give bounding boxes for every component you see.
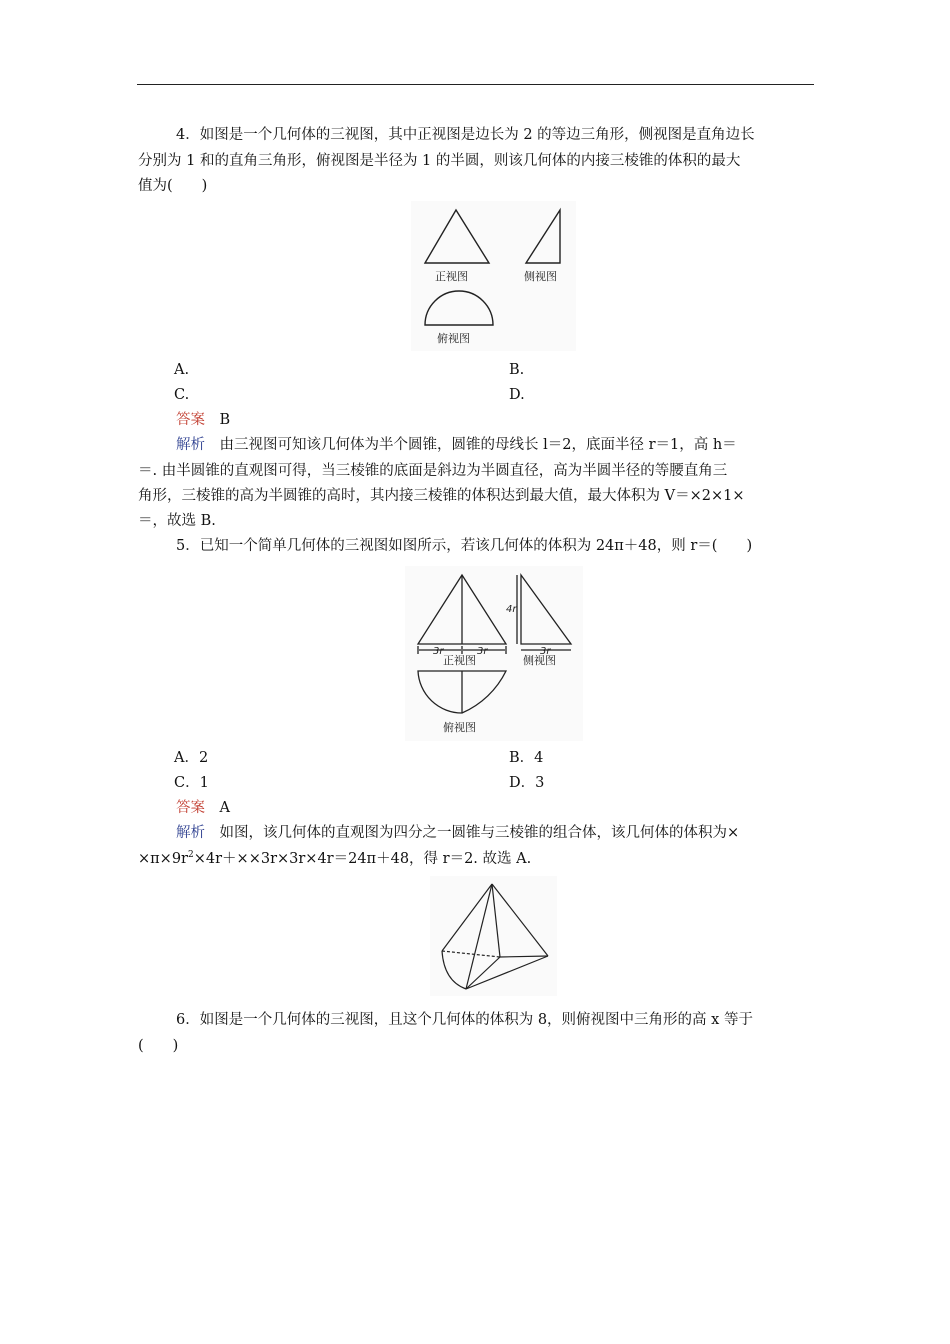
q5-three-view-figure	[405, 566, 583, 741]
q5-solid-edge-axis	[492, 884, 500, 957]
q4-solution-text-1: 由三视图可知该几何体为半个圆锥，圆锥的母线长 l＝2，底面半径 r＝1，高 h＝	[219, 437, 737, 453]
q5-dim-3r-right: 3r	[477, 646, 488, 657]
q5-solid-edge-left	[442, 884, 492, 951]
q5-side-view-triangle	[521, 575, 571, 644]
q6-text-line-2: ( )	[138, 1038, 179, 1054]
q5-solution-text-2b: ×4r＋××3r×3r×4r＝24π＋48，得 r＝2. 故选 A.	[193, 851, 532, 867]
q5-dim-3r-side: 3r	[540, 646, 551, 657]
q5-option-d: D．3	[509, 775, 545, 791]
q4-solution-line-4: ＝，故选 B.	[138, 513, 216, 529]
q5-answer-value: A	[219, 800, 230, 816]
q5-option-a: A．2	[174, 750, 209, 766]
q4-option-c: C.	[174, 387, 190, 403]
q4-top-view-semicircle	[425, 291, 493, 325]
q4-option-b: B.	[509, 362, 525, 378]
q5-dim-3r-left: 3r	[433, 646, 444, 657]
q4-solution-label: 解析	[176, 437, 205, 453]
q5-answer	[176, 798, 230, 818]
q4-text-line-2: 分别为 1 和的直角三角形，俯视图是半径为 1 的半圆，则该几何体的内接三棱锥的体积的最大	[138, 153, 741, 169]
q5-text-line-1: 5．已知一个简单几何体的三视图如图所示，若该几何体的体积为 24π＋48，则 r＝( )	[176, 538, 753, 554]
q4-solution-line-3: 角形，三棱锥的高为半圆锥的高时，其内接三棱锥的体积达到最大值，最大体积为 V＝×2×1×	[138, 488, 745, 504]
q4-answer-value: B	[219, 412, 231, 428]
q4-side-view-triangle	[526, 210, 560, 263]
q4-answer-label: 答案	[176, 412, 205, 428]
q5-option-b: B．4	[509, 750, 544, 766]
q4-text-line-3: 值为( )	[138, 178, 208, 194]
q5-solution-line-2	[138, 849, 531, 869]
q5-dim-4r: 4r	[506, 604, 517, 615]
q5-solid-base-edge-back	[500, 956, 548, 957]
q5-answer-label: 答案	[176, 800, 205, 816]
q5-option-c: C．1	[174, 775, 209, 791]
q4-three-view-figure	[411, 201, 576, 351]
q5-solution-line-1	[176, 823, 739, 843]
q5-front-view-label: 正视图	[443, 654, 476, 667]
q5-top-view-label: 俯视图	[443, 721, 476, 734]
q4-top-view-label: 俯视图	[437, 332, 470, 345]
q6-text-line-1: 6．如图是一个几何体的三视图，且这个几何体的体积为 8，则俯视图中三角形的高 x 等于	[176, 1012, 753, 1028]
q5-solution-text-1: 如图，该几何体的直观图为四分之一圆锥与三棱锥的组合体，该几何体的体积为×	[219, 825, 740, 841]
q5-solid-hidden-edge	[442, 951, 500, 957]
q4-text-line-1: 4．如图是一个几何体的三视图，其中正视图是边长为 2 的等边三角形，侧视图是直角边长	[176, 127, 755, 143]
q4-front-view-label: 正视图	[435, 270, 468, 283]
q5-solid-figure	[430, 876, 557, 996]
q5-solution-text-2a: ×π×9r	[138, 851, 188, 867]
q5-solid-edge-right	[492, 884, 548, 956]
q5-solution-exponent: 2	[188, 850, 194, 861]
q5-solid-edge-front	[466, 884, 492, 989]
q4-answer	[176, 410, 230, 430]
q4-solution-line-2: ＝. 由半圆锥的直观图可得，当三棱锥的底面是斜边为半圆直径，高为半圆半径的等腰直角三	[138, 463, 728, 479]
header-rule	[137, 84, 814, 85]
q5-solid-base-edge	[466, 956, 548, 989]
q4-front-view-triangle	[425, 210, 489, 263]
q5-solid-base-edge-radius	[466, 957, 500, 989]
q5-solid-arc	[442, 951, 466, 989]
q4-side-view-label: 侧视图	[524, 270, 557, 283]
q4-option-d: D.	[509, 387, 525, 403]
q5-side-view-label: 侧视图	[523, 654, 556, 667]
q5-solution-label: 解析	[176, 825, 205, 841]
q4-solution-line-1	[176, 435, 737, 455]
q4-option-a: A.	[174, 362, 190, 378]
